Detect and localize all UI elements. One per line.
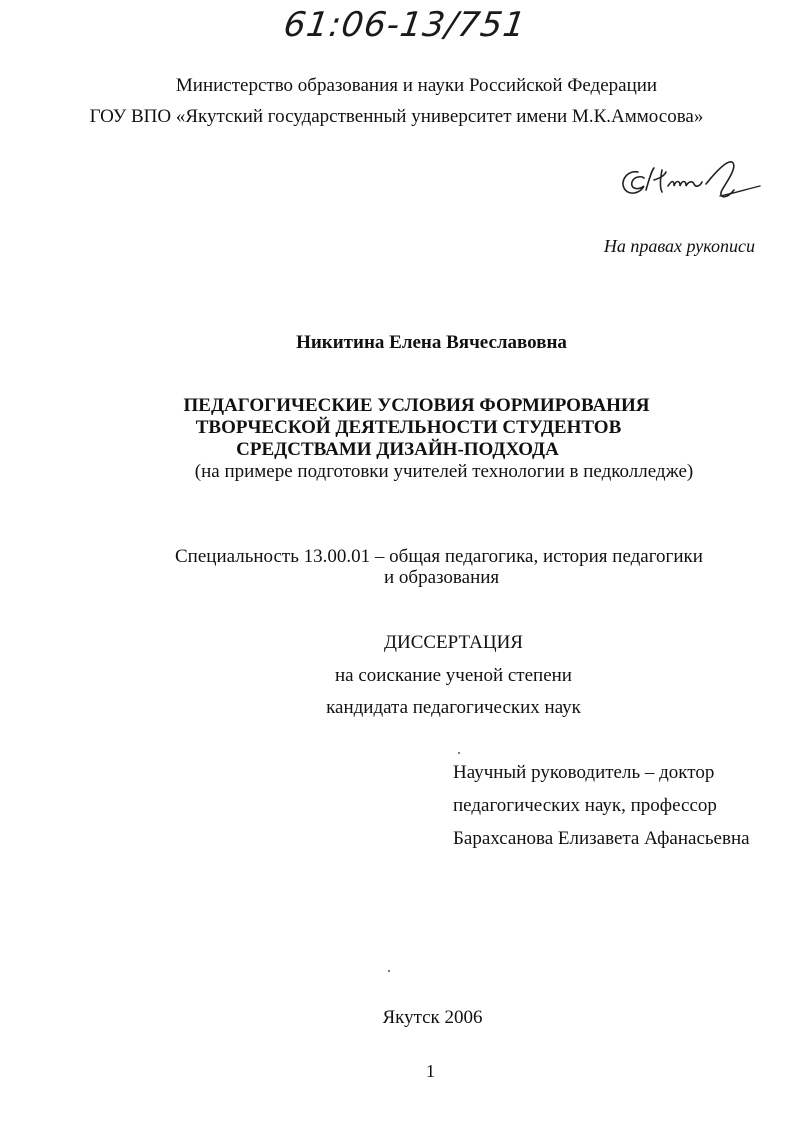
degree-line-1: на соискание ученой степени [335, 665, 572, 686]
document-type: ДИССЕРТАЦИЯ [384, 632, 523, 653]
author-name: Никитина Елена Вячеславовна [296, 332, 567, 353]
supervisor-name: Барахсанова Елизавета Афанасьевна [453, 828, 750, 849]
dissertation-subtitle: (на примере подготовки учителей технологии в педколледже) [194, 461, 694, 482]
specialty-line-1: Специальность 13.00.01 – общая педагогика, история педагогики [175, 546, 703, 567]
scan-speck [388, 970, 390, 972]
dissertation-title-line-2: ТВОРЧЕСКОЙ ДЕЯТЕЛЬНОСТИ СТУДЕНТОВ [195, 417, 622, 438]
degree-line-2: кандидата педагогических наук [326, 697, 581, 718]
handwritten-catalog-code: 61:06-13/751 [281, 5, 529, 45]
scan-speck [458, 752, 460, 754]
author-signature [610, 150, 770, 210]
supervisor-line-1: Научный руководитель – доктор [453, 762, 715, 783]
university-name: ГОУ ВПО «Якутский государственный университет имени М.К.Аммосова» [89, 106, 704, 127]
supervisor-line-2: педагогических наук, профессор [453, 795, 717, 816]
ministry-name: Министерство образования и науки Российской Федерации [175, 75, 658, 96]
city-year: Якутск 2006 [382, 1007, 483, 1028]
dissertation-title-line-3: СРЕДСТВАМИ ДИЗАЙН-ПОДХОДА [236, 439, 559, 460]
specialty-line-2: и образования [384, 567, 500, 588]
manuscript-rights-note: На правах рукописи [603, 236, 755, 256]
dissertation-title-line-1: ПЕДАГОГИЧЕСКИЕ УСЛОВИЯ ФОРМИРОВАНИЯ [183, 395, 650, 416]
page-number: 1 [426, 1061, 435, 1081]
